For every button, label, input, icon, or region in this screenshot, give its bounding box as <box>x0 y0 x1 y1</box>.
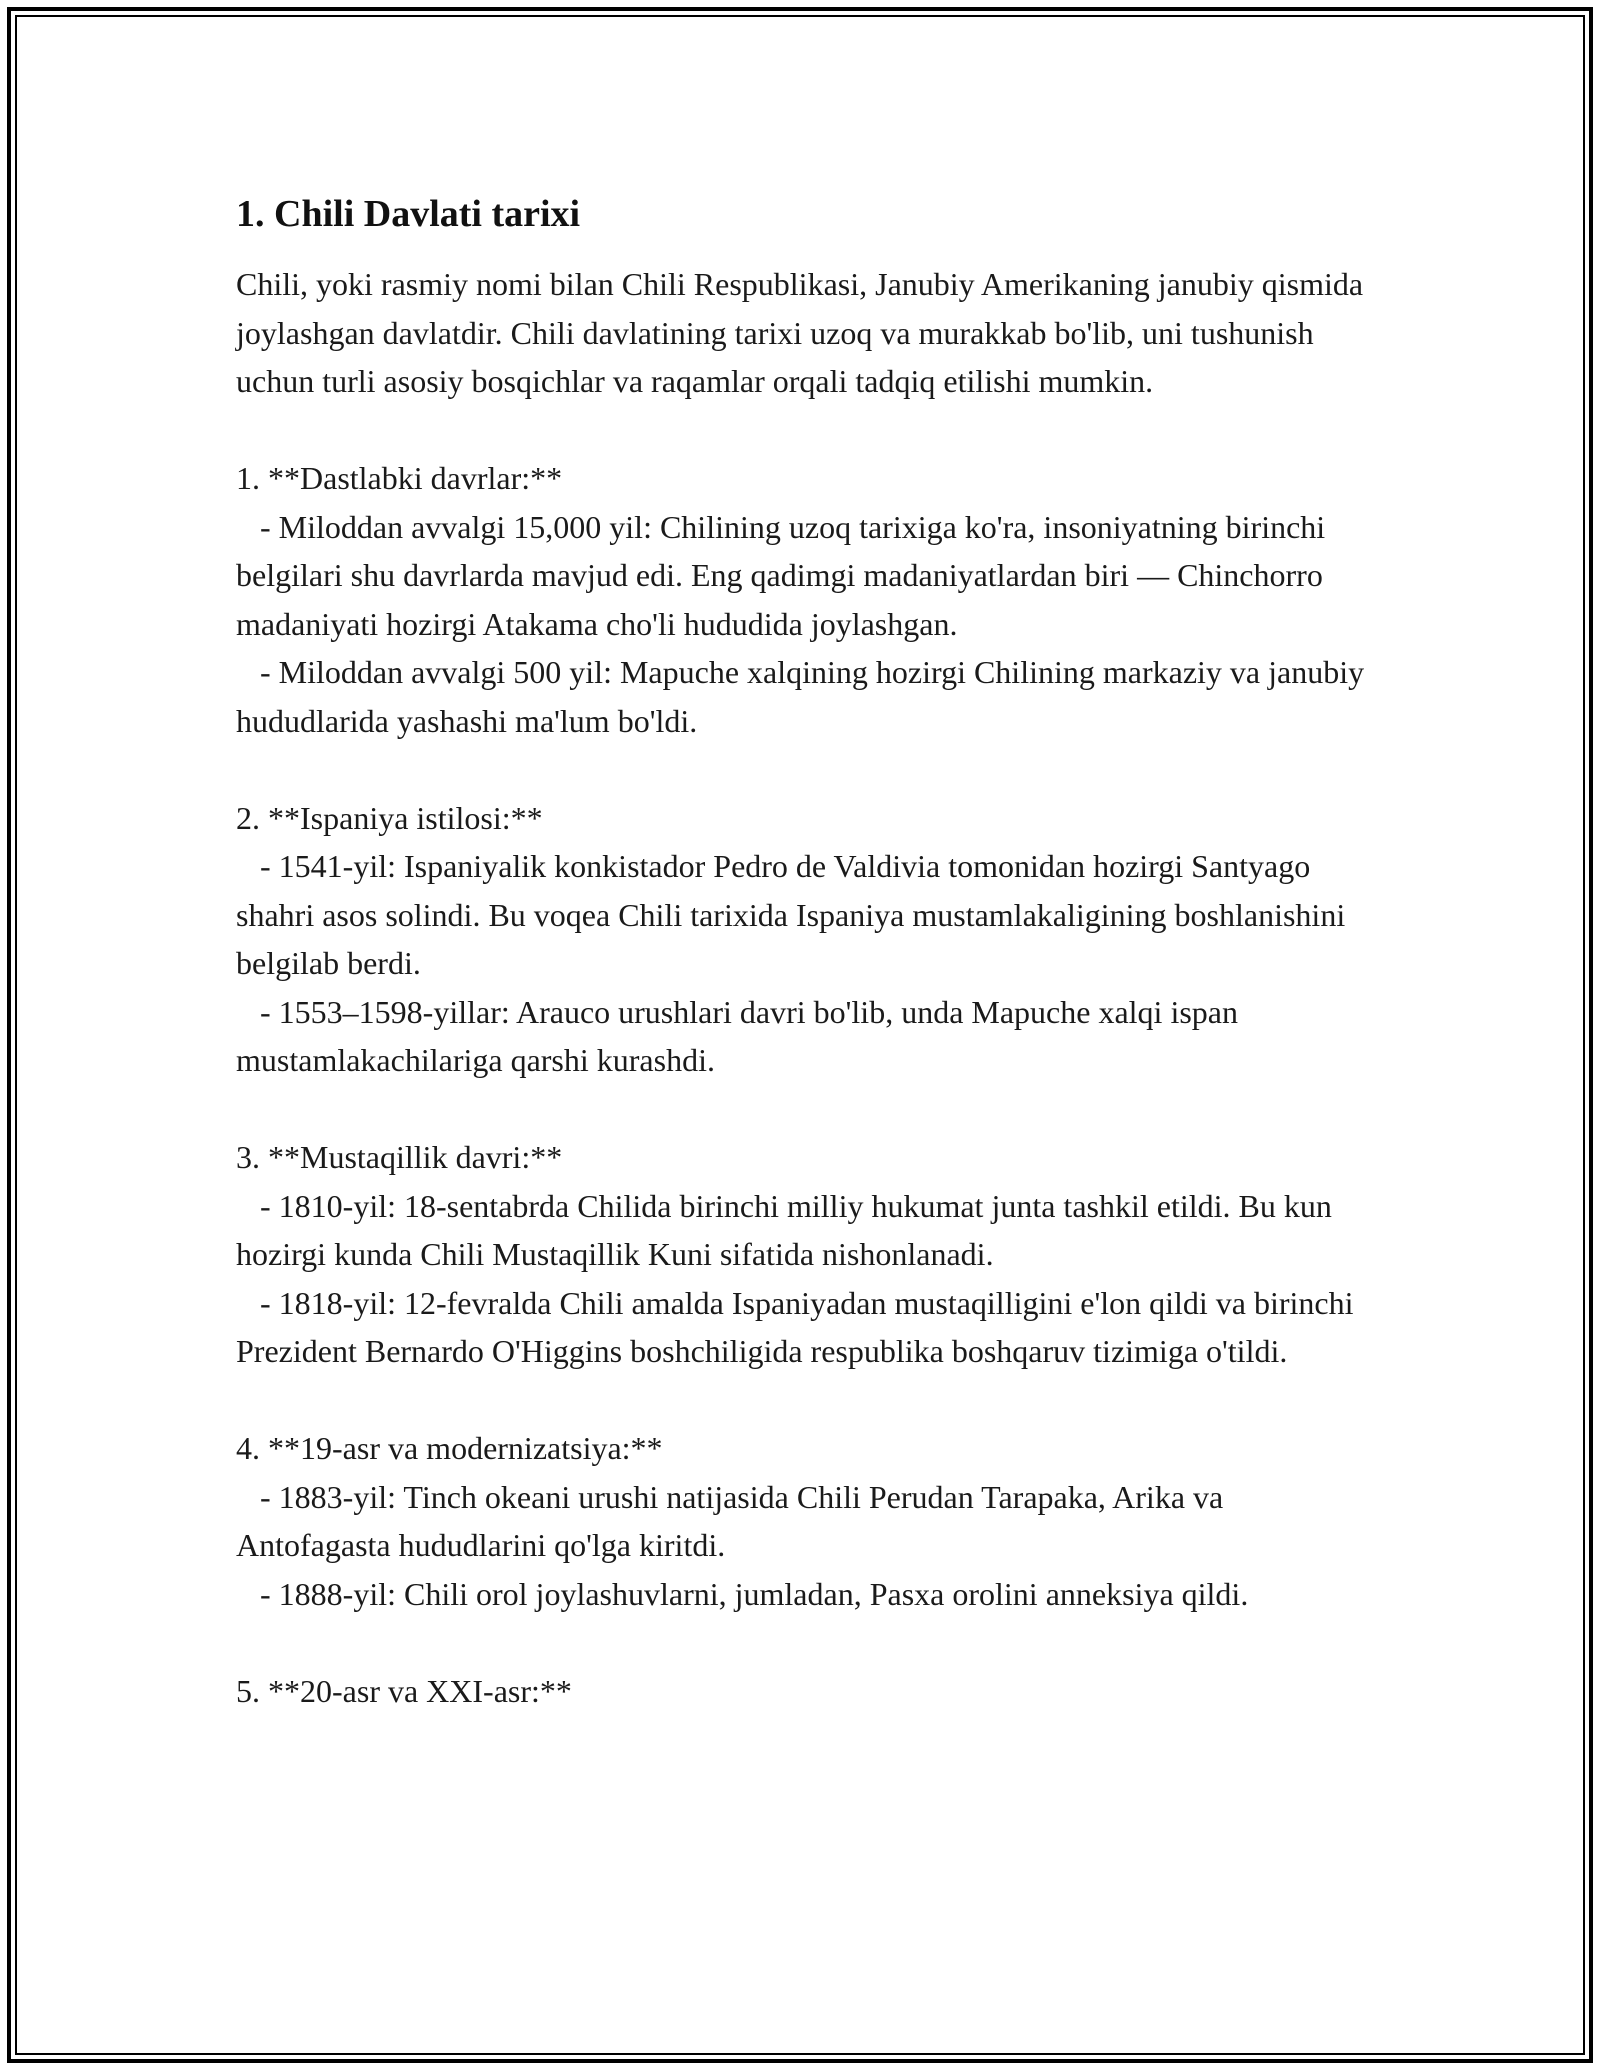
section-item: - 1541-yil: Ispaniyalik konkistador Pedro de Valdivia tomonidan hozirgi Santyago shahri asos solindi. Bu voqea Chili tarixida Ispaniya mustamlakaligining boshlanishini belgilab berdi. <box>236 848 1354 981</box>
document-body <box>236 180 1376 1715</box>
intro-paragraph: Chili, yoki rasmiy nomi bilan Chili Respublikasi, Janubiy Amerikaning janubiy qismida joylashgan davlatdir. Chili davlatining tarixi uzoq va murakkab bo'lib, uni tushunish uchun turli asosiy bosqichlar va raqamlar orqali tadqiq etilishi mumkin. <box>236 266 1364 399</box>
section-item: - 1888-yil: Chili orol joylashuvlarni, jumladan, Pasxa orolini anneksiya qildi. <box>236 1575 1249 1612</box>
document-title: 1. Chili Davlati tarixi <box>236 193 581 235</box>
section-heading: 5. **20-asr va XXI-asr:** <box>236 1672 572 1709</box>
section-item: - Miloddan avvalgi 15,000 yil: Chilining uzoq tarixiga ko'ra, insoniyatning birinchi belgilari shu davrlarda mavjud edi. Eng qadimgi madaniyatlardan biri — Chinchorro madaniyati hozirgi Atakama cho'li hududida joylashgan. <box>236 508 1334 642</box>
section-2 <box>236 794 1376 1085</box>
section-heading: 1. **Dastlabki davrlar:** <box>236 460 563 496</box>
section-item: - 1810-yil: 18-sentabrda Chilida birinchi milliy hukumat junta tashkil etildi. Bu kun hozirgi kunda Chili Mustaqillik Kuni sifatida nishonlanadi. <box>236 1187 1340 1272</box>
section-4 <box>236 1424 1376 1618</box>
section-heading: 2. **Ispaniya istilosi:** <box>236 799 543 836</box>
section-item: - Miloddan avvalgi 500 yil: Mapuche xalqining hozirgi Chilining markaziy va janubiy hududlarida yashashi ma'lum bo'ldi. <box>236 654 1373 739</box>
section-1 <box>236 454 1376 745</box>
section-3 <box>236 1133 1376 1376</box>
section-item: - 1553–1598-yillar: Arauco urushlari davri bo'lib, unda Mapuche xalqi ispan mustamlakachilariga qarshi kurashdi. <box>236 993 1246 1078</box>
section-5 <box>236 1667 1376 1716</box>
section-heading: 4. **19-asr va modernizatsiya:** <box>236 1430 663 1466</box>
section-item: - 1883-yil: Tinch okeani urushi natijasida Chili Perudan Tarapaka, Arika va Antofagasta hududlarini qo'lga kiritdi. <box>236 1478 1230 1563</box>
section-heading: 3. **Mustaqillik davri:** <box>236 1139 563 1175</box>
section-item: - 1818-yil: 12-fevralda Chili amalda Ispaniyadan mustaqilligini e'lon qildi va birinchi Prezident Bernardo O'Higgins boshchiligida respublika boshqaruv tizimiga o'tildi. <box>236 1284 1362 1369</box>
